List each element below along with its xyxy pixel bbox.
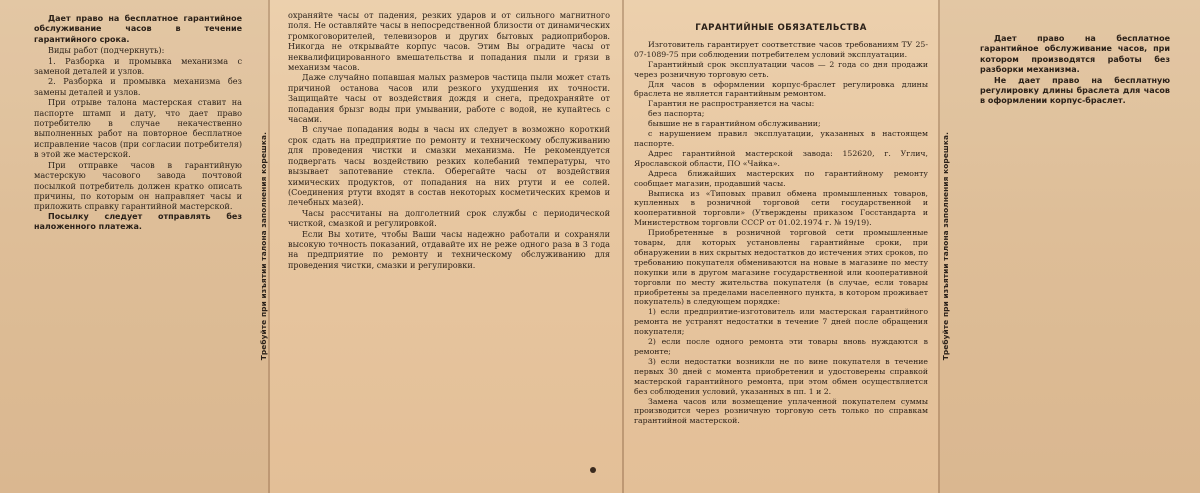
warranty-para-7: Выписка из «Типовых правил обмена промышленных товаров, купленных в розничной торговой сети государственной и кооперативной торговли» (Утверждены приказом Госстандарта и Министерством торговли СССР от 01.02.1974 г. № 19/19). [634, 188, 928, 228]
care-para-4: Часы рассчитаны на долголетний срок службы с периодической чисткой, смазкой и регулировкой. [288, 207, 610, 229]
warranty-obligations [634, 24, 928, 426]
ink-dot [590, 467, 596, 473]
warranty-item-1: без паспорта; [648, 109, 705, 119]
coupon-intro: Дает право на бесплатное гарантийное обслуживание часов в течение гарантийного срока. [34, 14, 242, 44]
coupon-text-right [980, 34, 1170, 107]
work-option-2: 2. Разборка и промывка механизма без замены деталей и узлов. [34, 76, 242, 97]
warranty-para-8: Приобретенные в розничной торговой сети промышленные товары, для которых установлены гарантийные сроки, при обнаружении в них скрытых недостатков до истечения этих сроков, по требованию покупателя обмениваются на новые в магазине по месту покупки или в другом магазине государственной или кооперативной торговли по месту жительства покупателя (в случае, если товары приобретены за пределами населенного пункта, в котором проживает покупатель) в следующем порядке: [634, 228, 928, 307]
tear-strip-left-text: Требуйте при изъятии талона заполнения корешка. [258, 132, 268, 361]
coupon-para-2: При отправке часов в гарантийную мастерскую часового завода почтовой посылкой потребитель должен кратко описать причины, по которым он направляет часы и приложить справку гарантийной мастерской. [34, 159, 242, 212]
care-para-2: Даже случайно попавшая малых размеров частица пыли может стать причиной останова часов или резкого ухудшения их точности. Защищайте часы от воздействия дождя и снега, предохраняйте от попадания брызг воды при умывании, работе с водой, не купайтесь с часами. [288, 72, 610, 125]
warranty-item-3: с нарушением правил эксплуатации, указанных в настоящем паспорте. [634, 129, 928, 148]
coupon-para-1: При отрыве талона мастерская ставит на паспорте штамп и дату, что дает право потребителю в случае некачественно выполненных работ на повторное бесплатное исправление часов (при согласии потребителя) в этой же мастерской. [34, 97, 242, 160]
warranty-para-3: Для часов в оформлении корпус-браслет регулировка длины браслета не является гарантийным ремонтом. [634, 79, 928, 99]
coupon-para-3: Посылку следует отправлять без наложенного платежа. [34, 211, 242, 232]
work-option-1: 1. Разборка и промывка механизма с заменой деталей и узлов. [34, 55, 242, 77]
warranty-rule-1: 1) если предприятие-изготовитель или мастерская гарантийного ремонта не устранят недостатки в течение 7 дней после обращения покупателя; [634, 307, 928, 337]
warranty-rule-3: 3) если недостатки возникли не по вине покупателя в течение первых 30 дней с момента приобретения и удостоверены справкой мастерской гарантийного ремонта, при этом обмен осуществляется без соблюдения условий, указанных в пп. 1 и 2. [634, 356, 928, 396]
warranty-para-1: Изготовитель гарантирует соответствие часов требованиям ТУ 25-07-1089-75 при соблюдении потребителем условий эксплуатации. [634, 39, 928, 59]
warranty-rule-2: 2) если после одного ремонта эти товары вновь нуждаются в ремонте; [634, 337, 928, 356]
care-para-3: В случае попадания воды в часы их следует в возможно короткий срок сдать на предприятие по ремонту и техническому обслуживанию для проведения чистки и смазки механизма. Не рекомендуется подвергать часы воздействию резких колебаний температуры, что вызывает запотевание стекла. Оберегайте часы от воздействия химических продуктов, от попадания на них ртути и ее солей. (Соединения ртути входят в состав некоторых косметических кремов и лечебных мазей). [288, 124, 610, 208]
care-instructions [288, 10, 610, 270]
warranty-para-4: Гарантия не распространяется на часы: [648, 99, 815, 109]
coupon-text-left [34, 14, 242, 233]
coupon-right-para-1: Дает право на бесплатное гарантийное обслуживание часов, при котором производятся работы без разборки механизма. [980, 34, 1170, 75]
coupon-right-para-2: Не дает право на бесплатную регулировку длины браслета для часов в оформлении корпус-браслет. [980, 75, 1170, 106]
works-title: Виды работ (подчеркнуть): [48, 45, 165, 56]
warranty-para-5: Адрес гарантийной мастерской завода: 152620, г. Углич, Ярославской области, ПО «Чайка». [634, 148, 928, 168]
warranty-para-2: Гарантийный срок эксплуатации часов — 2 года со дня продажи через розничную торговую сеть. [634, 59, 928, 79]
warranty-title: ГАРАНТИЙНЫЕ ОБЯЗАТЕЛЬСТВА [695, 23, 867, 33]
warranty-para-6: Адреса ближайших мастерских по гарантийному ремонту сообщает магазин, продавший часы. [634, 168, 928, 188]
tear-strip-left [252, 20, 274, 473]
warranty-para-9: Замена часов или возмещение уплаченной покупателем суммы производится через розничную торговую сеть только по справкам гарантийной мастерской. [634, 396, 928, 426]
tear-strip-right [934, 20, 956, 473]
tear-strip-right-text: Требуйте при изъятии талона заполнения корешка. [940, 132, 950, 361]
warranty-item-2: бывшие не в гарантийном обслуживании; [648, 119, 821, 129]
fold-line-2 [622, 0, 624, 493]
care-para-5: Если Вы хотите, чтобы Ваши часы надежно работали и сохраняли высокую точность показаний, отдавайте их не реже одного раза в 3 года на предприятие по ремонту и техническому обслуживанию для проведения чистки, смазки и регулировки. [288, 228, 610, 270]
care-para-1: охраняйте часы от падения, резких ударов и от сильного магнитного поля. Не оставляйте часы в непосредственной близости от динамических громкоговорителей, телевизоров и других бытовых радиоприборов. Никогда не открывайте корпус часов. Этим Вы оградите часы от неквалифицированного вмешательства и попадания пыли и грязи в механизм часов. [288, 10, 610, 73]
